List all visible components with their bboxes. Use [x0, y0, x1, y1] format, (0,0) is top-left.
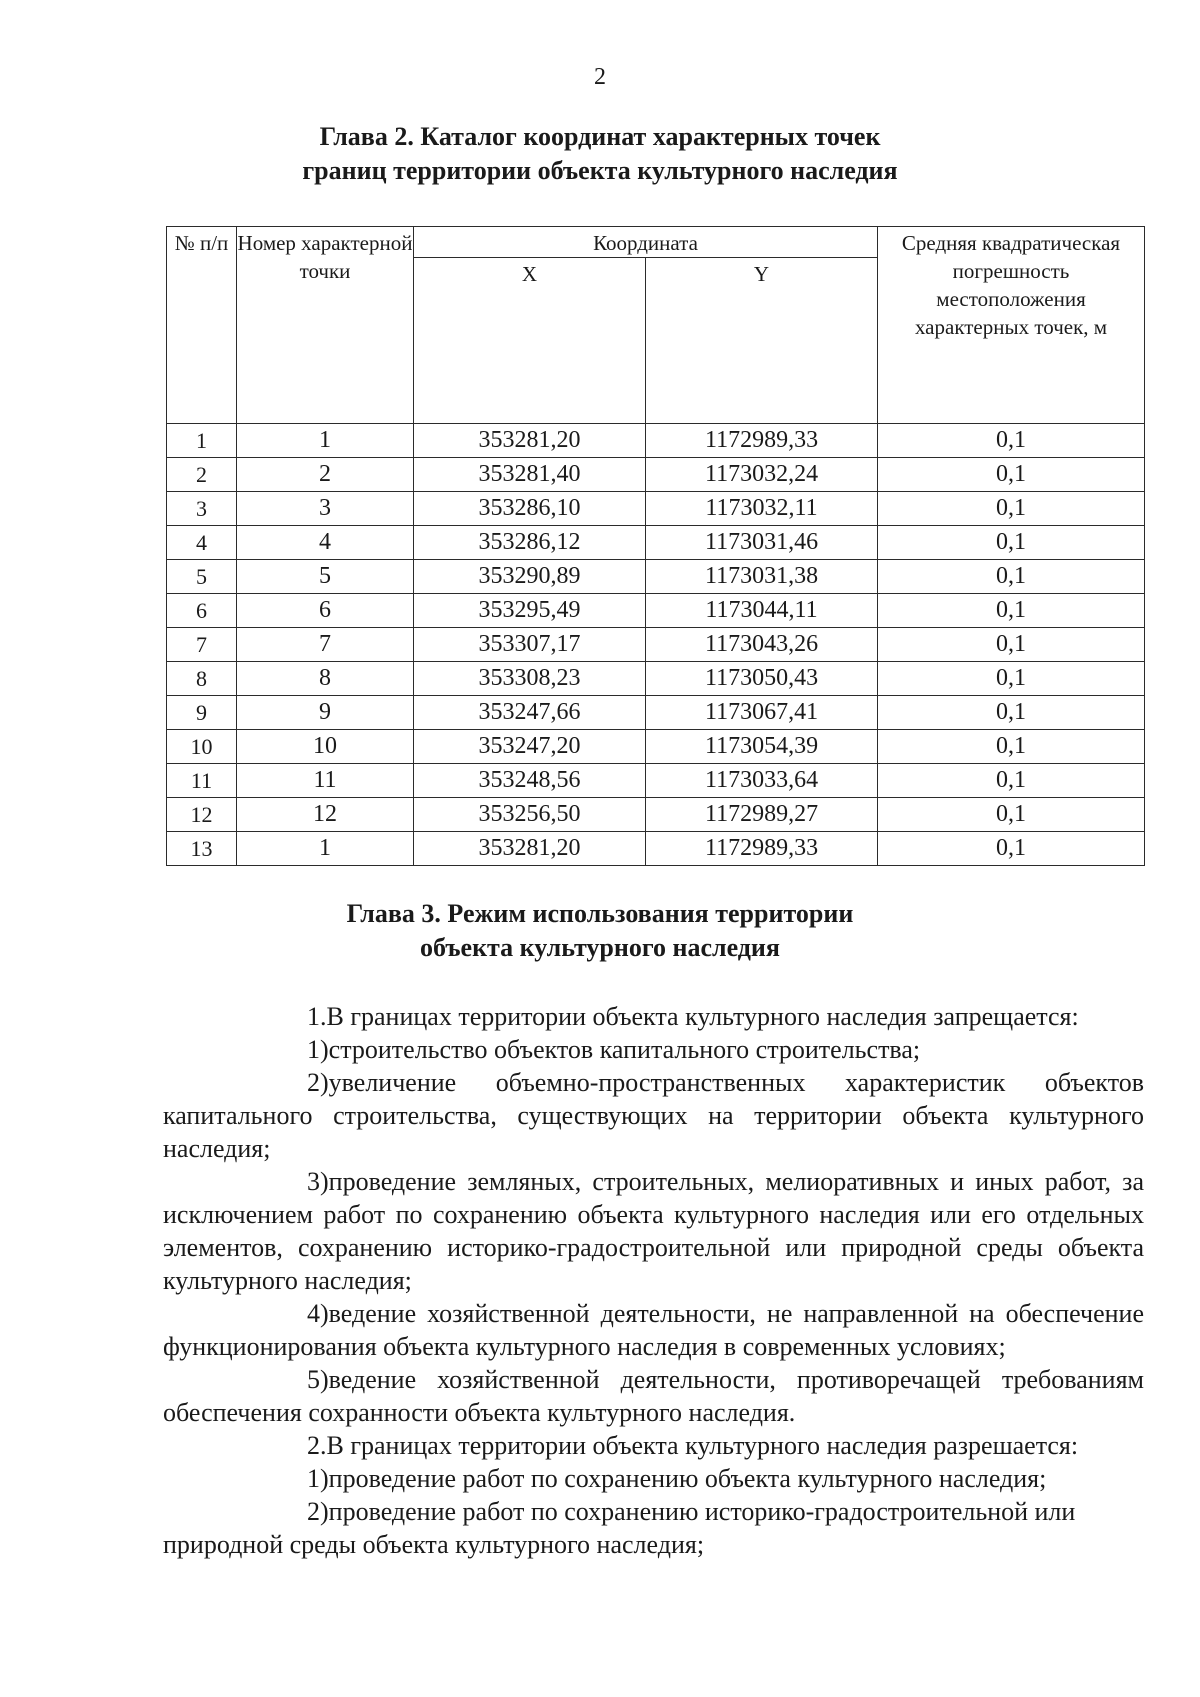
cell-x: 353286,10	[414, 492, 646, 526]
cell-x: 353281,40	[414, 458, 646, 492]
cell-row-number: 10	[167, 730, 237, 764]
table-row	[167, 696, 1145, 730]
cell-row-number: 3	[167, 492, 237, 526]
list-item	[163, 1495, 1144, 1561]
cell-row-number: 12	[167, 798, 237, 832]
cell-x: 353256,50	[414, 798, 646, 832]
cell-y: 1172989,33	[646, 832, 878, 866]
list-item-number: 5)	[307, 1365, 329, 1394]
cell-y: 1173043,26	[646, 628, 878, 662]
cell-x: 353295,49	[414, 594, 646, 628]
cell-row-number: 9	[167, 696, 237, 730]
chapter-3-heading	[0, 897, 1200, 965]
table-row	[167, 594, 1145, 628]
header-coordinate: Координата	[414, 227, 878, 258]
cell-x: 353307,17	[414, 628, 646, 662]
cell-y: 1173031,46	[646, 526, 878, 560]
list-item-text: увеличение объемно-пространственных характеристик объектов капитального строительства, существующих на территории объекта культурного наследия;	[163, 1068, 1144, 1163]
cell-row-number: 5	[167, 560, 237, 594]
header-point-number: Номер характерной точки	[237, 227, 414, 424]
cell-error: 0,1	[878, 594, 1145, 628]
table-row	[167, 458, 1145, 492]
cell-error: 0,1	[878, 662, 1145, 696]
list-item-text: ведение хозяйственной деятельности, не направленной на обеспечение функционирования объекта культурного наследия в современных условиях;	[163, 1299, 1144, 1361]
cell-point-number: 11	[237, 764, 414, 798]
cell-y: 1173032,11	[646, 492, 878, 526]
list-item-number: 2.	[307, 1431, 327, 1460]
chapter-2-heading	[0, 120, 1200, 188]
chapter-2-title-line-2: границ территории объекта культурного наследия	[302, 156, 898, 185]
cell-point-number: 2	[237, 458, 414, 492]
cell-x: 353290,89	[414, 560, 646, 594]
cell-x: 353308,23	[414, 662, 646, 696]
chapter-3-body	[163, 1000, 1144, 1561]
cell-point-number: 4	[237, 526, 414, 560]
table-row	[167, 662, 1145, 696]
cell-x: 353247,20	[414, 730, 646, 764]
table-row	[167, 764, 1145, 798]
list-item-number: 1)	[307, 1464, 329, 1493]
cell-row-number: 2	[167, 458, 237, 492]
cell-error: 0,1	[878, 424, 1145, 458]
table-row	[167, 492, 1145, 526]
chapter-3-title-line-2: объекта культурного наследия	[420, 933, 780, 962]
cell-error: 0,1	[878, 798, 1145, 832]
list-item-number: 2)	[307, 1497, 329, 1526]
list-item	[163, 1066, 1144, 1165]
cell-point-number: 8	[237, 662, 414, 696]
list-item-text: строительство объектов капитального строительства;	[328, 1035, 921, 1064]
cell-error: 0,1	[878, 458, 1145, 492]
list-item	[163, 1429, 1144, 1462]
cell-error: 0,1	[878, 730, 1145, 764]
list-item-text: проведение земляных, строительных, мелиоративных и иных работ, за исключением работ по сохранению объекта культурного наследия или его отдельных элементов, сохранению историко-градостроительной или природной среды объекта культурного наследия;	[163, 1167, 1144, 1295]
cell-row-number: 4	[167, 526, 237, 560]
cell-x: 353281,20	[414, 832, 646, 866]
cell-point-number: 9	[237, 696, 414, 730]
coordinates-table	[166, 226, 1145, 866]
header-x: X	[414, 258, 646, 424]
cell-point-number: 12	[237, 798, 414, 832]
cell-point-number: 1	[237, 832, 414, 866]
cell-y: 1173044,11	[646, 594, 878, 628]
table-row	[167, 730, 1145, 764]
list-item-number: 2)	[307, 1068, 329, 1097]
list-item-number: 1)	[307, 1035, 329, 1064]
cell-row-number: 8	[167, 662, 237, 696]
cell-y: 1172989,33	[646, 424, 878, 458]
chapter-3-title-line-1: Глава 3. Режим использования территории	[346, 899, 854, 928]
list-item-text: ведение хозяйственной деятельности, противоречащей требованиям обеспечения сохранности объекта культурного наследия.	[163, 1365, 1144, 1427]
list-item-text: В границах территории объекта культурного наследия запрещается:	[326, 1002, 1079, 1031]
cell-error: 0,1	[878, 764, 1145, 798]
cell-x: 353286,12	[414, 526, 646, 560]
cell-row-number: 1	[167, 424, 237, 458]
list-item	[163, 1000, 1144, 1033]
list-item-text: проведение работ по сохранению историко-градостроительной или природной среды объекта культурного наследия;	[163, 1497, 1076, 1559]
cell-x: 353247,66	[414, 696, 646, 730]
list-item	[163, 1462, 1144, 1495]
cell-x: 353281,20	[414, 424, 646, 458]
cell-y: 1172989,27	[646, 798, 878, 832]
cell-point-number: 6	[237, 594, 414, 628]
list-item-number: 1.	[307, 1002, 327, 1031]
header-y: Y	[646, 258, 878, 424]
cell-y: 1173067,41	[646, 696, 878, 730]
cell-y: 1173050,43	[646, 662, 878, 696]
header-mean-square-error: Средняя квадратическая погрешность местоположения характерных точек, м	[878, 227, 1145, 424]
table-row	[167, 424, 1145, 458]
cell-row-number: 13	[167, 832, 237, 866]
cell-error: 0,1	[878, 832, 1145, 866]
table-row	[167, 798, 1145, 832]
table-row	[167, 560, 1145, 594]
table-row	[167, 832, 1145, 866]
table-row	[167, 628, 1145, 662]
cell-error: 0,1	[878, 492, 1145, 526]
cell-row-number: 11	[167, 764, 237, 798]
cell-point-number: 10	[237, 730, 414, 764]
cell-y: 1173031,38	[646, 560, 878, 594]
cell-row-number: 7	[167, 628, 237, 662]
cell-y: 1173033,64	[646, 764, 878, 798]
page-number: 2	[594, 64, 606, 90]
cell-x: 353248,56	[414, 764, 646, 798]
cell-y: 1173032,24	[646, 458, 878, 492]
cell-point-number: 3	[237, 492, 414, 526]
list-item	[163, 1165, 1144, 1297]
cell-row-number: 6	[167, 594, 237, 628]
list-item-text: проведение работ по сохранению объекта культурного наследия;	[328, 1464, 1047, 1493]
cell-error: 0,1	[878, 560, 1145, 594]
cell-error: 0,1	[878, 526, 1145, 560]
cell-point-number: 1	[237, 424, 414, 458]
list-item	[163, 1363, 1144, 1429]
cell-y: 1173054,39	[646, 730, 878, 764]
list-item-text: В границах территории объекта культурного наследия разрешается:	[326, 1431, 1079, 1460]
cell-error: 0,1	[878, 696, 1145, 730]
list-item-number: 4)	[307, 1299, 329, 1328]
cell-point-number: 7	[237, 628, 414, 662]
chapter-2-title-line-1: Глава 2. Каталог координат характерных точек	[319, 122, 881, 151]
header-num: № п/п	[167, 227, 237, 424]
cell-point-number: 5	[237, 560, 414, 594]
list-item	[163, 1033, 1144, 1066]
cell-error: 0,1	[878, 628, 1145, 662]
list-item-number: 3)	[307, 1167, 329, 1196]
list-item	[163, 1297, 1144, 1363]
table-body	[167, 424, 1145, 866]
table-row	[167, 526, 1145, 560]
